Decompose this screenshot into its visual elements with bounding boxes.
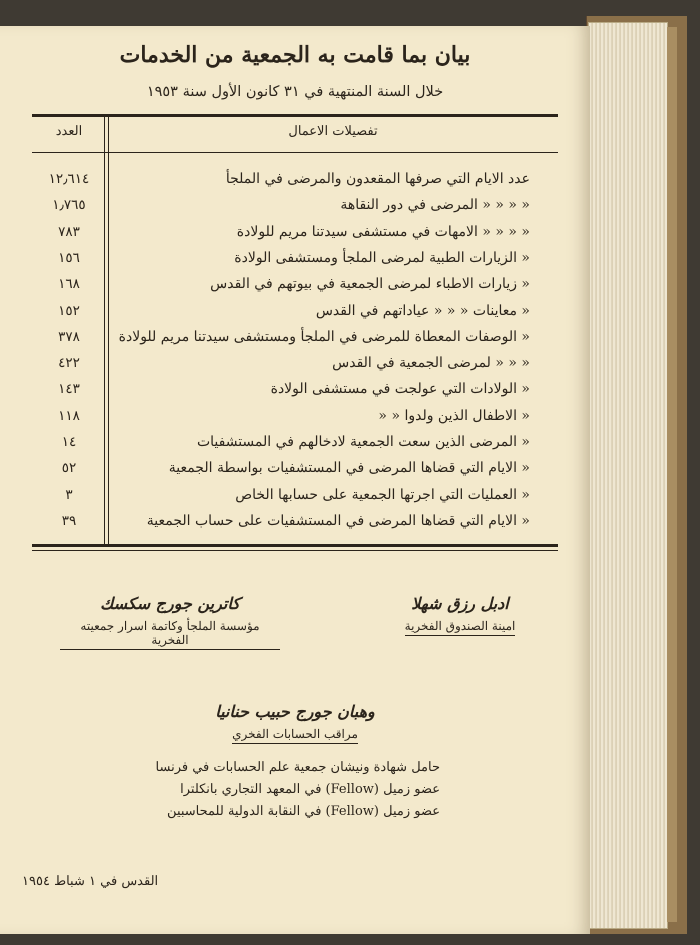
row-detail: « الاطفال الذين ولدوا « « — [378, 407, 530, 424]
row-count: ١٫٧٦٥ — [52, 197, 86, 214]
row-count: ١٦٨ — [58, 276, 80, 293]
treasurer-name: ادبل رزق شهلا — [411, 594, 509, 613]
qualification-line: عضو زميل (Fellow) في المعهد التجاري بانكلترا — [180, 782, 440, 797]
row-detail: « الولادات التي عولجت في مستشفى الولادة — [270, 381, 530, 398]
row-count: ١٥٦ — [58, 249, 80, 266]
row-count: ١١٨ — [58, 407, 80, 424]
row-detail: « زيارات الاطباء لمرضى الجمعية في بيوتهم في القدس — [210, 276, 530, 293]
table-row — [32, 376, 558, 402]
treasurer-role: امينة الصندوق الفخرية — [405, 619, 516, 636]
row-detail: « الايام التي قضاها المرضى في المستشفيات بواسطة الجمعية — [168, 460, 530, 477]
page-block — [588, 22, 668, 929]
row-count: ١٤ — [61, 434, 77, 450]
table-row — [32, 324, 558, 350]
row-detail: « « « « المرضى في دور النقاهة — [340, 197, 530, 214]
signature-treasurer — [390, 594, 530, 636]
row-count: ٣٧٨ — [58, 328, 80, 345]
qualification-line: عضو زميل (Fellow) في النقابة الدولية للمحاسبين — [167, 804, 440, 819]
document-page — [0, 26, 590, 934]
row-count: ١٤٣ — [58, 381, 80, 398]
row-detail: « العمليات التي اجرتها الجمعية على حسابها الخاص — [235, 486, 530, 503]
table-bottom-rule — [32, 544, 558, 547]
auditor-role: مراقب الحسابات الفخري — [232, 727, 358, 744]
table-row — [32, 429, 558, 455]
table-bottom-rule-2 — [32, 550, 558, 551]
founder-role: مؤسسة الملجأ وكاتمة اسرار جمعيته الفخرية — [60, 619, 280, 650]
table-row — [32, 166, 558, 192]
row-count: ١٥٢ — [58, 302, 80, 319]
table-row — [32, 298, 558, 324]
table-row — [32, 403, 558, 429]
row-detail: « معاينات « « « عياداتهم في القدس — [315, 302, 530, 319]
table-row — [32, 245, 558, 271]
signature-auditor — [195, 702, 395, 744]
table-row — [32, 482, 558, 508]
row-count: ٣٩ — [61, 512, 77, 529]
row-detail: عدد الايام التي صرفها المقعدون والمرضى في الملجأ — [225, 171, 530, 187]
signature-founder — [60, 594, 280, 650]
founder-name: كاترين جورج سكسك — [100, 594, 240, 613]
row-detail: « « « « الامهات في مستشفى سيدتنا مريم للولادة — [236, 223, 530, 240]
table-top-rule — [32, 114, 558, 117]
row-count: ٤٢٢ — [58, 355, 80, 372]
row-count: ٣ — [65, 486, 73, 503]
table-row — [32, 455, 558, 481]
place-date: القدس في ١ شباط ١٩٥٤ — [22, 874, 159, 889]
row-detail: « الزيارات الطبية لمرضى الملجأ ومستشفى الولادة — [234, 249, 530, 266]
qualification-line: حامل شهادة ونيشان جمعية علم الحسابات في فرنسا — [155, 760, 440, 775]
row-detail: « المرضى الذين سعت الجمعية لادخالهم في المستشفيات — [196, 434, 530, 450]
row-detail: « الايام التي قضاها المرضى في المستشفيات على حساب الجمعية — [146, 512, 530, 529]
row-detail: « « « لمرضى الجمعية في القدس — [332, 355, 530, 372]
row-detail: « الوصفات المعطاة للمرضى في الملجأ ومستشفى سيدتنا مريم للولادة — [118, 328, 530, 345]
row-count: ٧٨٣ — [58, 223, 80, 240]
auditor-name: وهبان جورج حبيب حنانيا — [215, 702, 375, 721]
header-details: تفصيلات الاعمال — [288, 124, 378, 139]
table-header-rule — [32, 152, 558, 153]
row-count: ١٢٫٦١٤ — [48, 171, 90, 187]
table-row — [32, 192, 558, 218]
page-title: بيان بما قامت به الجمعية من الخدمات — [119, 42, 471, 68]
page-subtitle: خلال السنة المنتهية في ٣١ كانون الأول سنة ١٩٥٣ — [146, 84, 444, 100]
header-count: العدد — [55, 124, 83, 139]
row-count: ٥٢ — [61, 460, 77, 477]
table-row — [32, 350, 558, 376]
table-row — [32, 271, 558, 297]
table-row — [32, 508, 558, 534]
table-row — [32, 219, 558, 245]
